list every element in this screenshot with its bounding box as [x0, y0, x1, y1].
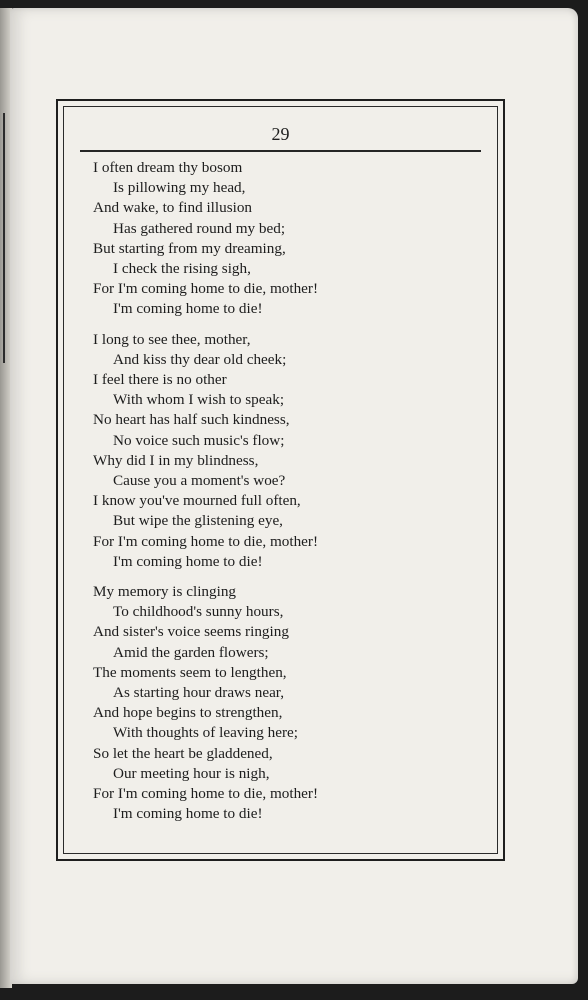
poem-line: For I'm coming home to die, mother! — [93, 785, 319, 803]
adjacent-page-rule — [3, 113, 5, 363]
poem-line: My memory is clinging — [93, 583, 237, 601]
poem-line: I know you've mourned full often, — [93, 492, 301, 510]
poem-line: Why did I in my blindness, — [93, 451, 259, 469]
poem-line: Has gathered round my bed; — [113, 219, 286, 237]
poem-line: I long to see thee, mother, — [93, 330, 251, 348]
poem-line: I'm coming home to die! — [113, 300, 263, 318]
poem-line: For I'm coming home to die, mother! — [93, 532, 319, 550]
poem-line: Our meeting hour is nigh, — [113, 764, 270, 782]
poem-line: The moments seem to lengthen, — [93, 663, 287, 681]
poem-line: So let the heart be gladdened, — [93, 744, 273, 762]
poem-line: Is pillowing my head, — [113, 179, 246, 197]
poem-line: And wake, to find illusion — [93, 199, 253, 217]
poem-line: Cause you a moment's woe? — [113, 472, 286, 490]
header-rule — [80, 150, 481, 152]
poem-line: No voice such music's flow; — [113, 431, 285, 449]
poem-line: With thoughts of leaving here; — [113, 724, 298, 742]
poem-line: I'm coming home to die! — [113, 805, 263, 823]
poem-line: No heart has half such kindness, — [93, 411, 290, 429]
stanza — [93, 582, 473, 824]
poem-line: For I'm coming home to die, mother! — [93, 280, 319, 298]
page-number: 29 — [271, 124, 290, 144]
poem-line: And sister's voice seems ringing — [93, 623, 289, 641]
poem-line: And hope begins to strengthen, — [93, 704, 283, 722]
poem-line: With whom I wish to speak; — [113, 391, 285, 409]
poem-line: And kiss thy dear old cheek; — [113, 350, 287, 368]
poem-line: I'm coming home to die! — [113, 552, 263, 570]
poem-line: But wipe the glistening eye, — [113, 512, 283, 530]
poem-line: I feel there is no other — [93, 371, 227, 389]
poem-line: As starting hour draws near, — [113, 684, 285, 702]
poem-line: But starting from my dreaming, — [93, 239, 286, 257]
poem-line: Amid the garden flowers; — [113, 643, 269, 661]
poem-line: To childhood's sunny hours, — [113, 603, 284, 621]
poem-line: I often dream thy bosom — [93, 159, 243, 176]
stanza — [93, 330, 473, 572]
stanza — [93, 158, 473, 320]
poem-line: I check the rising sigh, — [113, 260, 251, 278]
poem-body — [93, 158, 473, 835]
